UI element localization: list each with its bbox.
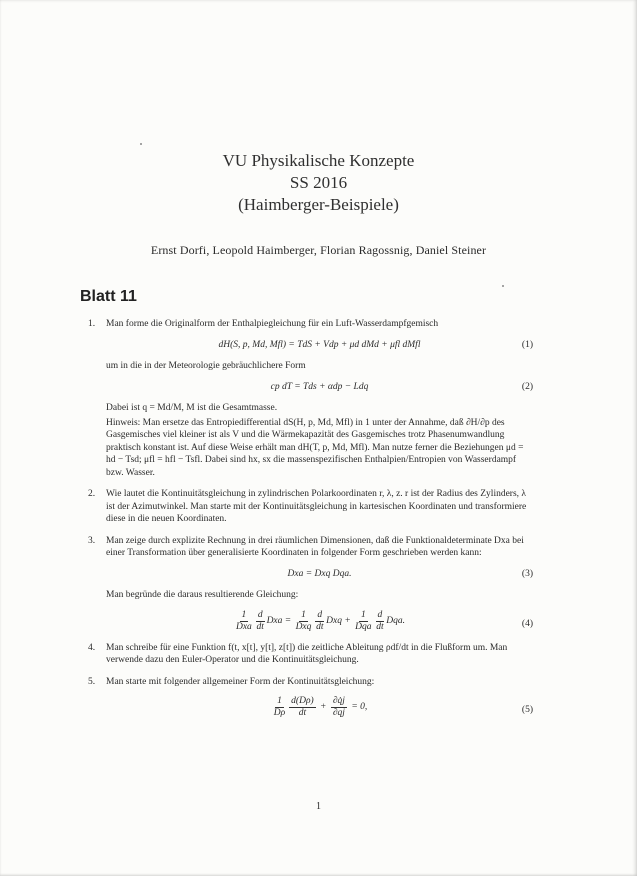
sheet-title: Blatt 11 <box>80 288 137 305</box>
exercise-text: Man schreibe für eine Funktion f(t, x[t], y[t], z[t]) die zeitliche Ableitung ρdf/dt in die Flußform um. Man verwende dazu den Euler-Operator und die Kontinuitätsgleichung. <box>106 642 508 665</box>
exercise-text: Man zeige durch explizite Rechnung in drei räumlichen Dimensionen, daß die Funktionaldeterminate Dxa bei einer Transformation über generalisierte Koordinaten in folgender Form geschrieben werden kann: <box>106 535 524 558</box>
fraction: $\frac{\partial q̇j}{\partial qj}$ <box>332 696 345 718</box>
title-block <box>0 150 637 216</box>
equation-3 <box>106 568 533 581</box>
equation-number: (3) <box>521 568 533 579</box>
hint-text: Hinweis: Man ersetze das Entropiedifferential dS(H, p, Md, Mfl) in 1 unter der Annahme, daß ∂H/∂p des Gasgemisches viel kleiner ist als V und die Wärmekapazität des Gasgemisches trotz Phasenumwandlung praktisch konstant ist. Auf diese Weise erhält man dH(T, p, Md, Mfl). Man nutze ferner die Beziehungen μd = hd − Tsd; μfl = hfl − Tsfl. Dabei sind hx, sx die massenspezifischen Enthalpien/Entropien von Wasserdampf bzw. Wasser. <box>106 417 524 478</box>
fraction: $\frac{d}{dt}$ <box>316 609 324 632</box>
equation-number: (1) <box>521 339 533 350</box>
exercise-text: Man begründe die daraus resultierende Gleichung: <box>106 590 299 600</box>
exercise-4 <box>88 642 533 667</box>
subtitle: (Haimberger-Beispiele) <box>238 195 399 214</box>
fraction: $\frac{d}{dt}$ <box>256 609 264 632</box>
exercise-text: um in die in der Meteorologie gebräuchlichere Form <box>106 361 306 371</box>
exercise-number: 4. <box>88 642 96 653</box>
fraction: $\frac{1}{D\rho}$ <box>273 696 286 718</box>
scan-speck <box>502 285 504 287</box>
equation-body: Dxa = Dxq Dqa. <box>287 568 352 579</box>
fraction: $\frac{1}{\text{Dqa}}$ <box>355 609 372 632</box>
fraction: $\frac{1}{\text{Dxa}}$ <box>235 609 252 632</box>
fraction: $\frac{d}{dt}$ <box>376 609 384 632</box>
equation-term: Dxq + <box>326 615 351 626</box>
exercise-1 <box>88 318 533 479</box>
exercise-5 <box>88 676 533 720</box>
page-number: 1 <box>316 801 321 812</box>
exercise-list <box>88 318 533 728</box>
fraction: $\frac{d(D\rho)}{dt}$ <box>291 696 314 718</box>
exercise-2 <box>88 488 533 526</box>
equation-term: = 0, <box>351 702 368 713</box>
equation-4 <box>106 610 533 633</box>
equation-term: Dqa. <box>386 615 406 626</box>
equation-body: dH(S, p, Md, Mfl) = TdS + Vdp + μd dMd + μfl dMfl <box>218 339 421 350</box>
fraction: $\frac{1}{\text{Dxq}}$ <box>295 609 312 632</box>
semester: SS 2016 <box>289 173 348 192</box>
authors: Ernst Dorfi, Leopold Haimberger, Florian Ragossnig, Daniel Steiner <box>150 243 487 257</box>
exercise-text: Man forme die Originalform der Enthalpiegleichung für ein Luft-Wasserdampfgemisch <box>106 319 439 329</box>
course-title: VU Physikalische Konzepte <box>222 151 415 170</box>
exercise-number: 2. <box>88 489 96 499</box>
exercise-text: Dabei ist q = Md/M, M ist die Gesamtmasse. <box>106 403 278 413</box>
equation-number: (5) <box>521 705 533 715</box>
exercise-number: 5. <box>88 676 96 687</box>
scan-speck <box>140 143 142 145</box>
equation-2 <box>106 381 533 394</box>
equation-number: (2) <box>521 381 533 392</box>
equation-number: (4) <box>521 618 533 629</box>
equation-body: cp dT = Tds + αdp − Ldq <box>270 381 369 392</box>
equation-1 <box>106 339 533 352</box>
exercise-3 <box>88 535 533 633</box>
equation-term: Dxa = <box>266 615 292 626</box>
exercise-number: 1. <box>88 319 96 329</box>
exercise-text: Wie lautet die Kontinuitätsgleichung in zylindrischen Polarkoordinaten r, λ, z. r ist der Radius des Zylinders, λ ist der Azimutwinkel. Man starte mit der Kontinuitätsgleichung in kartesischen Koordinaten und transformiere diese in die neuen Koordinaten. <box>106 489 527 524</box>
exercise-text: Man starte mit folgender allgemeiner Form der Kontinuitätsgleichung: <box>106 676 375 687</box>
exercise-number: 3. <box>88 535 96 546</box>
equation-5: $\frac{1}{D\rho}$ $\frac{d(D\rho)}{dt}$ + $\frac{\partial q̇j}{\partial qj}$ = 0, (5) <box>273 696 533 718</box>
